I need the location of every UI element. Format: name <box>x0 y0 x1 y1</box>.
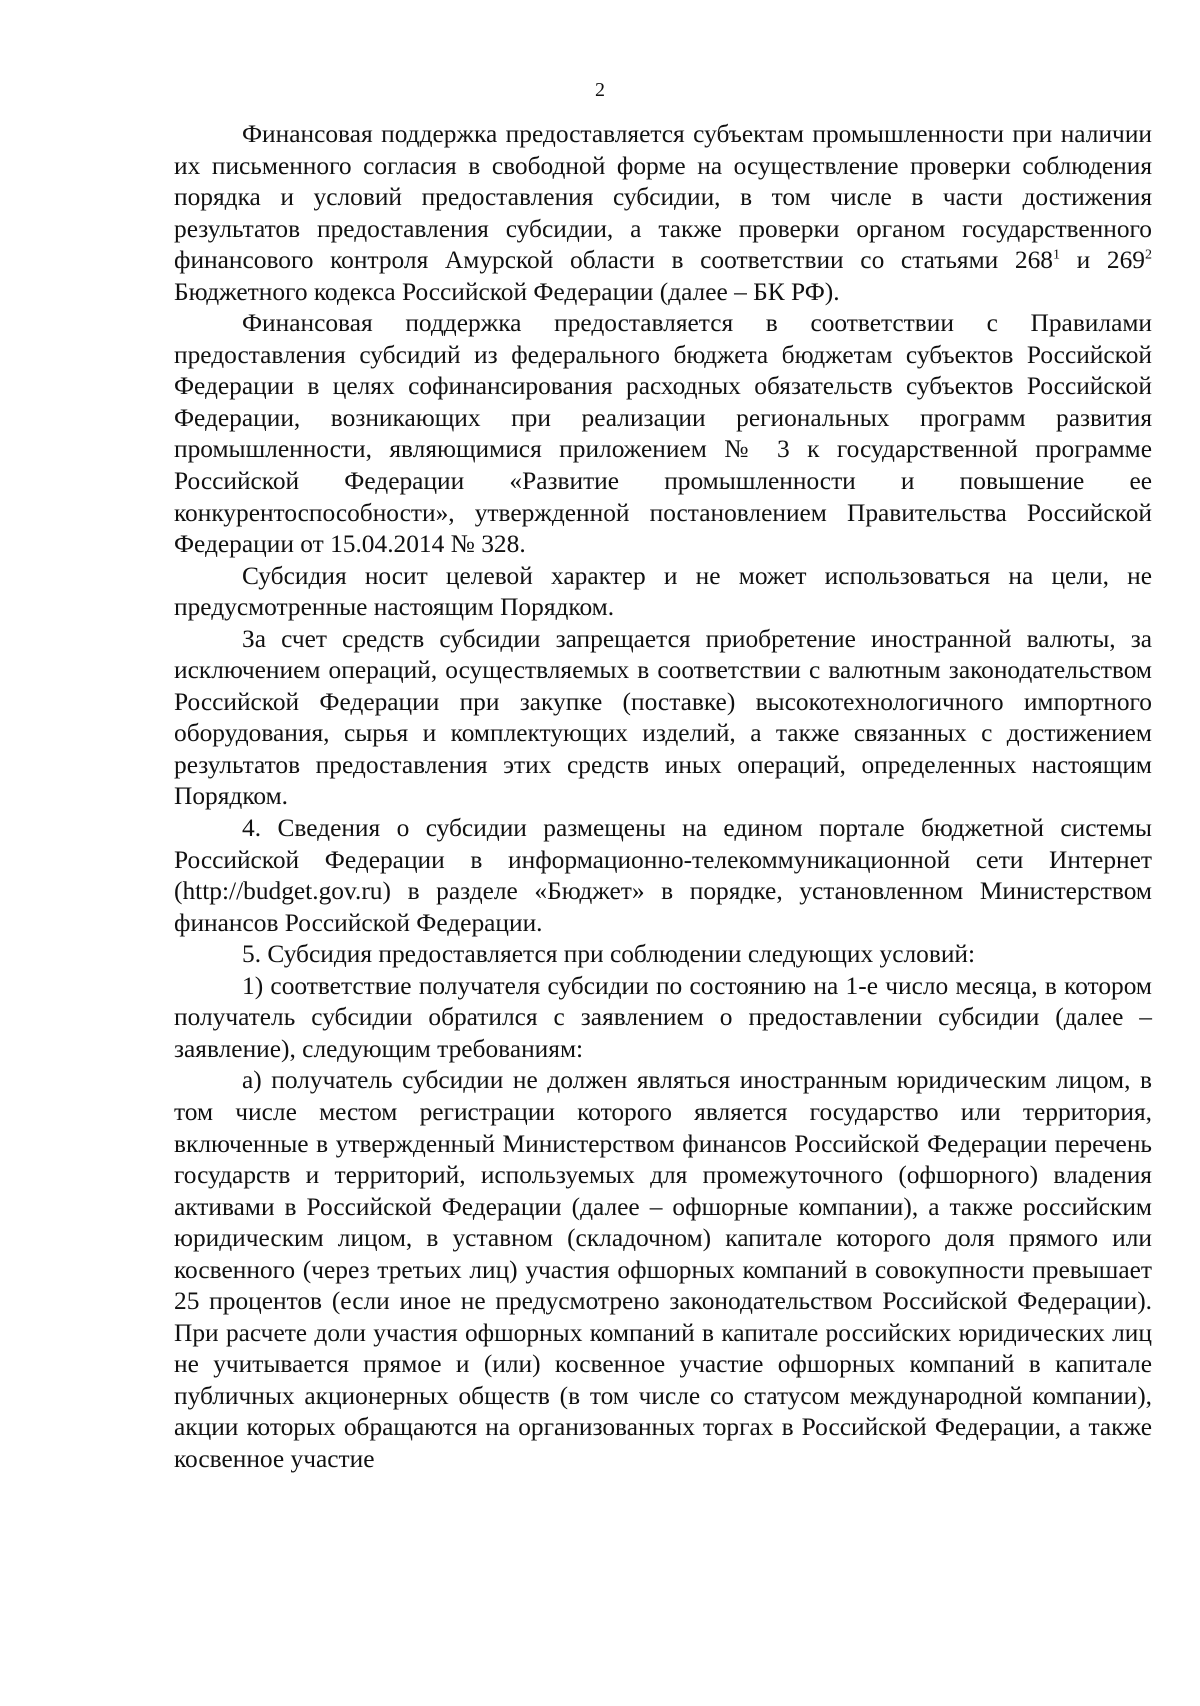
document-body <box>174 119 1152 1476</box>
footnote-superscript: 2 <box>1145 247 1152 263</box>
paragraph-subsidy-rules: Финансовая поддержка предоставляется в соответствии с Правилами предоставления субсидий из федерального бюджета бюджетам субъектов Российской Федерации в целях софинансирования расходных обязательств субъектов Российской Федерации, возникающих при реализации региональных программ развития промышленности, являющимися приложением № 3 к государственной программе Российской Федерации «Развитие промышленности и повышение ее конкурентоспособности», утвержденной постановлением Правительства Российской Федерации от 15.04.2014 № 328. <box>174 309 1152 559</box>
paragraph-target-purpose: Субсидия носит целевой характер и не может использоваться на цели, не предусмотренные настоящим Порядком. <box>174 561 1152 622</box>
paragraph-condition-a-offshore: а) получатель субсидии не должен являться иностранным юридическим лицом, в том числе местом регистрации которого является государство или территория, включенные в утвержденный Министерством финансов Российской Федерации перечень государств и территорий, используемых для промежуточного (офшорного) владения активами в Российской Федерации (далее – офшорные компании), а также российским юридическим лицом, в уставном (складочном) капитале которого доля прямого или косвенного (через третьих лиц) участия офшорных компаний в совокупности превышает 25 процентов (если иное не предусмотрено законодательством Российской Федерации). При расчете доли участия офшорных компаний в капитале российских юридических лиц не учитывается прямое и (или) косвенное участие офшорных компаний в капитале публичных акционерных обществ (в том числе со статусом международной компании), акции которых обращаются на организованных торгах в Российской Федерации, а также косвенное участие <box>174 1066 1152 1473</box>
footnote-superscript: 1 <box>1052 247 1060 263</box>
paragraph-financial-support-consent: Финансовая поддержка предоставляется субъектам промышленности при наличии их письменного согласия в свободной форме на осуществление проверки соблюдения порядка и условий предоставления субсидии, в том числе в части достижения результатов предоставления субсидии, а также проверки органом государственного финансового контроля Амурской области в соответствии со статьями $268^1$ и $269^2$ Бюджетного кодекса Российской Федерации (далее – БК РФ). <box>174 120 1152 306</box>
paragraph-item-5-conditions: 5. Субсидия предоставляется при соблюдении следующих условий: <box>242 940 976 969</box>
page-number: 2 <box>595 79 605 101</box>
paragraph-item-4-budget-portal: 4. Сведения о субсидии размещены на едином портале бюджетной системы Российской Федерации в информационно-телекоммуникационной сети Интернет (http://budget.gov.ru) в разделе «Бюджет» в порядке, установленном Министерством финансов Российской Федерации. <box>174 814 1152 937</box>
paragraph-condition-1: 1) соответствие получателя субсидии по состоянию на 1-е число месяца, в котором получатель субсидии обратился с заявлением о предоставлении субсидии (далее – заявление), следующим требованиям: <box>174 971 1152 1063</box>
paragraph-currency-prohibition: За счет средств субсидии запрещается приобретение иностранной валюты, за исключением операций, осуществляемых в соответствии с валютным законодательством Российской Федерации при закупке (поставке) высокотехнологичного импортного оборудования, сырья и комплектующих изделий, а также связанных с достижением результатов предоставления этих средств иных операций, определенных настоящим Порядком. <box>174 624 1152 811</box>
